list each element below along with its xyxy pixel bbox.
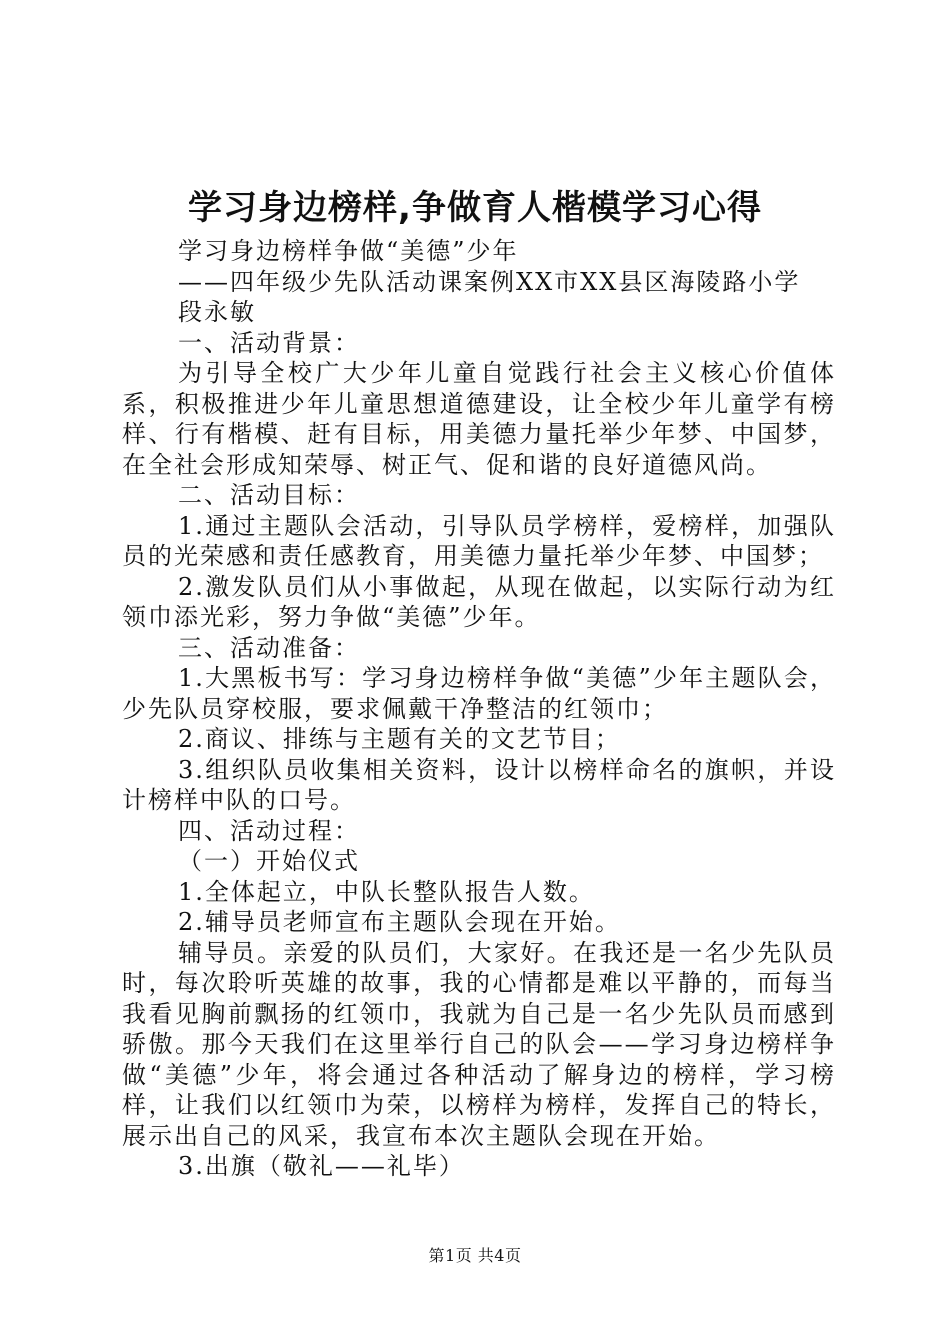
document-body bbox=[122, 236, 836, 1182]
paragraph-background: 为引导全校广大少年儿童自觉践行社会主义核心价值体系，积极推进少年儿童思想道德建设，让全校少年儿童学有榜样、行有楷模、赶有目标，用美德力量托举少年梦、中国梦，在全社会形成知荣辱、树正气、促和谐的良好道德风尚。 bbox=[122, 359, 836, 479]
paragraph-process-2: 2.辅导员老师宣布主题队会现在开始。 bbox=[178, 908, 621, 936]
section-heading-background: 一、活动背景： bbox=[178, 328, 360, 357]
paragraph-subtitle: 学习身边榜样争做“美德”少年 bbox=[178, 237, 519, 265]
paragraph-counselor-speech: 辅导员。亲爱的队员们，大家好。在我还是一名少先队员时，每次聆听英雄的故事，我的心情都是难以平静的，而每当我看见胸前飘扬的红领巾，我就为自己是一名少先队员而感到骄傲。那今天我们在这里举行自己的队会——学习身边榜样争做“美德”少年，将会通过各种活动了解身边的榜样，学习榜样，让我们以红领巾为荣，以榜样为榜样，发挥自己的特长，展示出自己的风采，我宣布本次主题队会现在开始。 bbox=[122, 938, 836, 1150]
section-heading-process: 四、活动过程： bbox=[178, 816, 360, 845]
paragraph-process-3: 3.出旗（敬礼——礼毕） bbox=[178, 1152, 465, 1180]
paragraph-preparation-2: 2.商议、排练与主题有关的文艺节目； bbox=[178, 725, 621, 753]
paragraph-goal-2: 2.激发队员们从小事做起，从现在做起，以实际行动为红领巾添光彩，努力争做“美德”少年。 bbox=[122, 572, 836, 631]
subsection-heading-opening: （一）开始仪式 bbox=[178, 847, 360, 875]
paragraph-goal-1: 1.通过主题队会活动，引导队员学榜样，爱榜样，加强队员的光荣感和责任感教育，用美德力量托举少年梦、中国梦； bbox=[122, 511, 836, 570]
paragraph-author: 段永敏 bbox=[178, 298, 256, 326]
page-number: 第1页 共4页 bbox=[428, 1246, 522, 1265]
document-title: 学习身边榜样,争做育人楷模学习心得 bbox=[188, 188, 762, 228]
paragraph-preparation-3: 3.组织队员收集相关资料，设计以榜样命名的旗帜，并设计榜样中队的口号。 bbox=[122, 755, 836, 814]
section-heading-goals: 二、活动目标： bbox=[178, 481, 360, 509]
paragraph-case-info: ——四年级少先队活动课案例XX市XX县区海陵路小学 bbox=[178, 267, 801, 296]
paragraph-process-1: 1.全体起立，中队长整队报告人数。 bbox=[178, 877, 595, 906]
section-heading-preparation: 三、活动准备： bbox=[178, 633, 360, 662]
paragraph-preparation-1: 1.大黑板书写：学习身边榜样争做“美德”少年主题队会，少先队员穿校服，要求佩戴干净整洁的红领巾； bbox=[122, 664, 836, 723]
